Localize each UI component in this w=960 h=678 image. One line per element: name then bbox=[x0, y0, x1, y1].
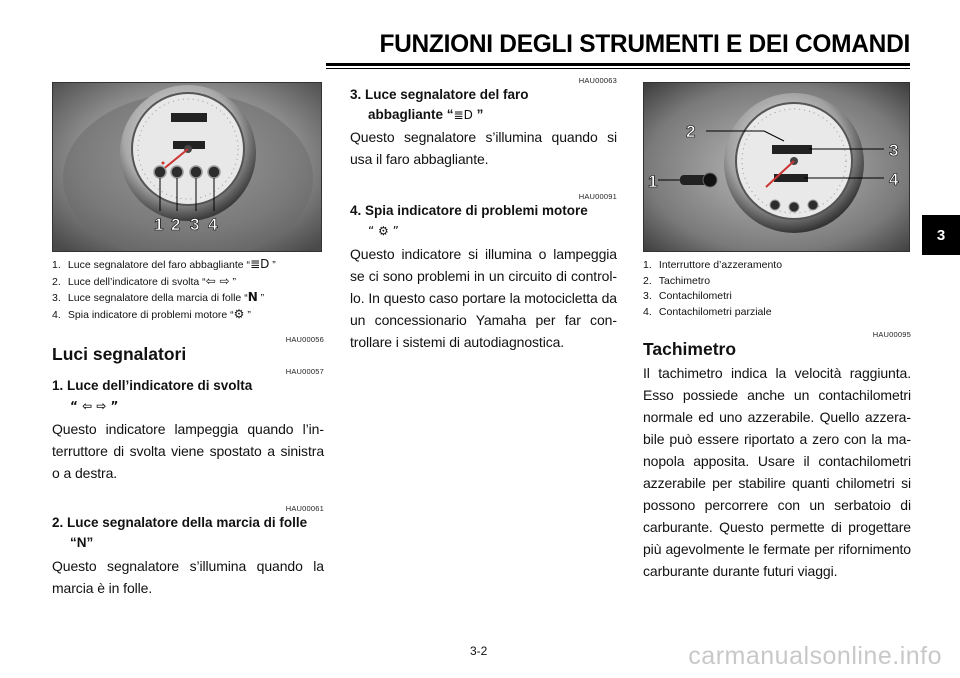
indicator-lights-photo bbox=[52, 82, 322, 252]
high-beam-icon: ≣D bbox=[453, 108, 473, 122]
engine-trouble-icon: ⚙ bbox=[233, 306, 245, 321]
item1-title: 1. Luce dell’indicatore di svolta “ ⇦ ⇨ ” bbox=[52, 376, 324, 416]
item4-title: 4. Spia indicatore di problemi motore “ ⚙ ” bbox=[350, 201, 617, 241]
speedometer-photo bbox=[643, 82, 910, 252]
item4-body: Questo indicatore si illumina o lampeggia se ci sono problemi in un circuito di controllo. In questo caso portare la motocicletta da un concessionario Yamaha per far controllare i sistemi di autodiagnostica. bbox=[350, 246, 617, 350]
page-header-title: FUNZIONI DEGLI STRUMENTI E DEI COMANDI bbox=[379, 30, 910, 58]
section-code: HAU00095 bbox=[872, 330, 911, 340]
left-column bbox=[52, 257, 324, 599]
right-caption-list bbox=[643, 258, 911, 320]
caption-item: 1. Luce segnalatore del faro abbagliante “≣D ” bbox=[52, 257, 276, 271]
watermark: carmanualsonline.info bbox=[688, 642, 942, 670]
left-caption-list bbox=[52, 257, 324, 323]
caption-item: 3. Contachilometri bbox=[643, 290, 732, 303]
neutral-icon: “N” bbox=[70, 535, 94, 551]
item-code: HAU00091 bbox=[578, 192, 617, 201]
caption-item: 3. Luce segnalatore della marcia di folle “N ” bbox=[52, 290, 265, 305]
high-beam-icon: ≣D bbox=[250, 257, 270, 271]
item3-title: 3. Luce segnalatore del faro abbagliante “≣D ” bbox=[350, 87, 529, 122]
header-rule-thin bbox=[326, 68, 910, 69]
item1-body: Questo indicatore lampeggia quando l’interruttore di svolta viene spostato a sinistra o a destra. bbox=[52, 421, 324, 482]
tachimetro-body: Il tachimetro indica la velocità raggiunta. Esso possiede anche un contachilometri normale ed uno azzerabile. Quello azzerabile può essere riportato a zero con la manopola apposita. Usare il contachilometri azzerabile per stabilire quanti chilometri si possono percorrere con un serbatoio di carburante. Questo permette di progettare più agevolmente le fermate per rifornimento carburante durante futuri viaggi. bbox=[643, 365, 911, 580]
section-title-luci: Luci segnalatori bbox=[52, 344, 187, 365]
chapter-tab[interactable]: 3 bbox=[922, 215, 960, 255]
engine-trouble-icon: “ ⚙ ” bbox=[368, 224, 399, 238]
section-title-tachimetro: Tachimetro bbox=[643, 339, 737, 360]
item2-title: 2. Luce segnalatore della marcia di folle “N” bbox=[52, 513, 324, 553]
indicator-lights-illustration bbox=[53, 83, 322, 252]
section-code: HAU00056 bbox=[285, 335, 324, 345]
turn-signal-icon: “ ⇦ ⇨ ” bbox=[70, 399, 119, 414]
caption-item: 4. Spia indicatore di problemi motore “⚙ ” bbox=[52, 306, 251, 321]
caption-item: 2. Luce dell’indicatore di svolta “⇦ ⇨ ” bbox=[52, 273, 237, 288]
photo-label-1: 1 bbox=[154, 215, 164, 234]
photo-label-3: 3 bbox=[190, 215, 200, 234]
item-code: HAU00057 bbox=[285, 367, 324, 377]
photo-label-3: 3 bbox=[889, 141, 899, 160]
caption-item: 1. Interruttore d’azzeramento bbox=[643, 259, 783, 271]
photo-label-2: 2 bbox=[686, 122, 696, 141]
speedometer-illustration bbox=[644, 83, 910, 252]
photo-label-4: 4 bbox=[208, 215, 218, 234]
caption-item: 4. Contachilometri parziale bbox=[643, 305, 772, 318]
photo-label-2: 2 bbox=[171, 215, 181, 234]
item2-body: Questo segnalatore s’illumina quando la marcia è in folle. bbox=[52, 558, 324, 597]
turn-signal-icon: ⇦ ⇨ bbox=[205, 273, 230, 288]
page-number: 3-2 bbox=[470, 644, 488, 658]
item3-body: Questo segnalatore s’illumina quando si usa il faro abbagliante. bbox=[350, 129, 617, 167]
item-code: HAU00061 bbox=[285, 504, 324, 514]
right-column bbox=[643, 258, 911, 582]
item-code: HAU00063 bbox=[578, 76, 617, 85]
photo-label-1: 1 bbox=[648, 172, 658, 191]
photo-label-4: 4 bbox=[889, 170, 899, 189]
neutral-icon: N bbox=[247, 290, 258, 305]
header-rule bbox=[326, 63, 910, 66]
caption-item: 2. Tachimetro bbox=[643, 274, 711, 287]
middle-column bbox=[350, 76, 617, 353]
